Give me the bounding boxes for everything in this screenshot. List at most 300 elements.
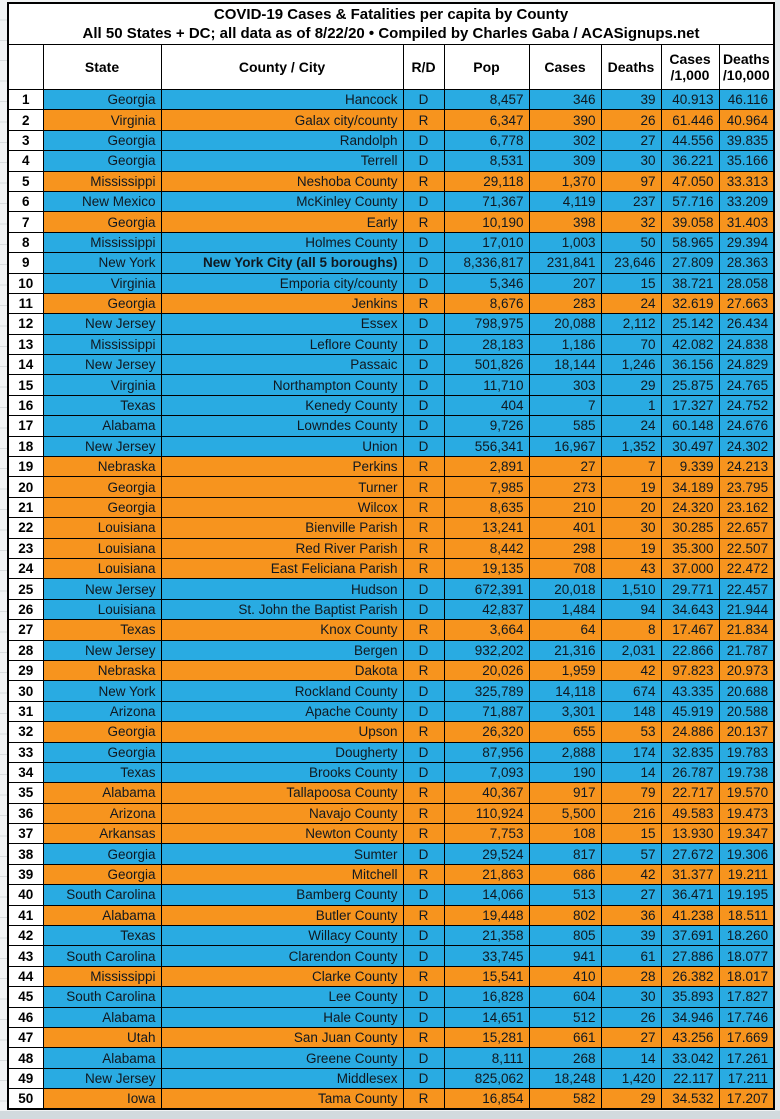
cell-deaths: 27 bbox=[601, 885, 661, 905]
cell-rank: 22 bbox=[8, 518, 43, 538]
cell-pop: 325,789 bbox=[444, 681, 529, 701]
cell-rd: D bbox=[403, 701, 444, 721]
cell-deaths-per-10000: 19.738 bbox=[719, 762, 774, 782]
table-row bbox=[8, 987, 774, 1007]
cell-deaths: 94 bbox=[601, 599, 661, 619]
cell-cases: 1,959 bbox=[529, 660, 601, 680]
cell-pop: 825,062 bbox=[444, 1068, 529, 1088]
cell-state: Alabama bbox=[43, 783, 161, 803]
table-subtitle: All 50 States + DC; all data as of 8/22/20 • Compiled by Charles Gaba / ACASignups.net bbox=[82, 25, 700, 42]
cell-pop: 2,891 bbox=[444, 457, 529, 477]
cell-rd: R bbox=[403, 497, 444, 517]
cell-pop: 7,093 bbox=[444, 762, 529, 782]
cell-state: Iowa bbox=[43, 1089, 161, 1110]
table-row bbox=[8, 457, 774, 477]
cell-deaths: 1,352 bbox=[601, 436, 661, 456]
cell-deaths-per-10000: 22.657 bbox=[719, 518, 774, 538]
cell-cases-per-1000: 32.619 bbox=[661, 293, 719, 313]
cell-cases: 708 bbox=[529, 558, 601, 578]
cell-county-city: Neshoba County bbox=[161, 171, 403, 191]
cell-state: New Jersey bbox=[43, 1068, 161, 1088]
cell-cases-per-1000: 34.532 bbox=[661, 1089, 719, 1110]
cell-deaths: 28 bbox=[601, 966, 661, 986]
cell-deaths-per-10000: 21.787 bbox=[719, 640, 774, 660]
cell-cases: 20,018 bbox=[529, 579, 601, 599]
cell-county-city: Knox County bbox=[161, 620, 403, 640]
cell-county-city: Passaic bbox=[161, 355, 403, 375]
cell-rank: 6 bbox=[8, 191, 43, 211]
cell-deaths-per-10000: 33.209 bbox=[719, 191, 774, 211]
cell-state: New Jersey bbox=[43, 436, 161, 456]
column-header-county-city: County / City bbox=[161, 45, 403, 90]
table-row bbox=[8, 538, 774, 558]
cell-rank: 8 bbox=[8, 232, 43, 252]
cell-pop: 110,924 bbox=[444, 803, 529, 823]
cell-deaths: 14 bbox=[601, 1048, 661, 1068]
cell-deaths-per-10000: 28.363 bbox=[719, 253, 774, 273]
cell-rd: D bbox=[403, 314, 444, 334]
cell-deaths: 32 bbox=[601, 212, 661, 232]
cell-county-city: New York City (all 5 boroughs) bbox=[161, 253, 403, 273]
cell-cases: 398 bbox=[529, 212, 601, 232]
cell-cases-per-1000: 36.471 bbox=[661, 885, 719, 905]
cell-pop: 10,190 bbox=[444, 212, 529, 232]
cell-rank: 11 bbox=[8, 293, 43, 313]
cell-deaths: 53 bbox=[601, 722, 661, 742]
cell-rank: 7 bbox=[8, 212, 43, 232]
cell-rank: 39 bbox=[8, 864, 43, 884]
cell-state: South Carolina bbox=[43, 885, 161, 905]
cell-cases-per-1000: 30.285 bbox=[661, 518, 719, 538]
cell-cases: 283 bbox=[529, 293, 601, 313]
cell-rank: 27 bbox=[8, 620, 43, 640]
cell-deaths: 14 bbox=[601, 762, 661, 782]
cell-county-city: Butler County bbox=[161, 905, 403, 925]
cell-rd: R bbox=[403, 518, 444, 538]
table-row bbox=[8, 253, 774, 273]
cell-cases: 1,186 bbox=[529, 334, 601, 354]
cell-rd: R bbox=[403, 212, 444, 232]
table-row bbox=[8, 824, 774, 844]
cell-deaths-per-10000: 23.795 bbox=[719, 477, 774, 497]
cell-rd: R bbox=[403, 783, 444, 803]
cell-rank: 49 bbox=[8, 1068, 43, 1088]
cell-deaths: 2,112 bbox=[601, 314, 661, 334]
cell-cases-per-1000: 27.809 bbox=[661, 253, 719, 273]
cell-cases-per-1000: 36.156 bbox=[661, 355, 719, 375]
cell-cases-per-1000: 37.691 bbox=[661, 926, 719, 946]
cell-rd: D bbox=[403, 191, 444, 211]
cell-deaths: 26 bbox=[601, 1007, 661, 1027]
table-row bbox=[8, 212, 774, 232]
cell-deaths-per-10000: 17.211 bbox=[719, 1068, 774, 1088]
cell-rank: 50 bbox=[8, 1089, 43, 1110]
cell-deaths-per-10000: 29.394 bbox=[719, 232, 774, 252]
cell-pop: 8,336,817 bbox=[444, 253, 529, 273]
cell-deaths-per-10000: 35.166 bbox=[719, 151, 774, 171]
cell-rank: 48 bbox=[8, 1048, 43, 1068]
cell-pop: 16,828 bbox=[444, 987, 529, 1007]
cell-county-city: Northampton County bbox=[161, 375, 403, 395]
cell-county-city: Randolph bbox=[161, 130, 403, 150]
cell-state: Texas bbox=[43, 926, 161, 946]
table-row bbox=[8, 742, 774, 762]
cell-cases: 18,144 bbox=[529, 355, 601, 375]
cell-pop: 7,985 bbox=[444, 477, 529, 497]
cell-pop: 19,448 bbox=[444, 905, 529, 925]
cell-deaths: 237 bbox=[601, 191, 661, 211]
cell-rd: D bbox=[403, 579, 444, 599]
cell-deaths-per-10000: 19.306 bbox=[719, 844, 774, 864]
table-row bbox=[8, 966, 774, 986]
cell-deaths: 79 bbox=[601, 783, 661, 803]
cell-state: Georgia bbox=[43, 293, 161, 313]
table-row bbox=[8, 497, 774, 517]
cell-county-city: Upson bbox=[161, 722, 403, 742]
cell-rank: 21 bbox=[8, 497, 43, 517]
cell-pop: 8,457 bbox=[444, 90, 529, 110]
cell-deaths-per-10000: 20.688 bbox=[719, 681, 774, 701]
table-row bbox=[8, 90, 774, 110]
cell-deaths: 148 bbox=[601, 701, 661, 721]
table-row bbox=[8, 579, 774, 599]
cell-deaths-per-10000: 17.746 bbox=[719, 1007, 774, 1027]
cell-deaths: 50 bbox=[601, 232, 661, 252]
cell-rd: R bbox=[403, 457, 444, 477]
cell-rank: 35 bbox=[8, 783, 43, 803]
cell-county-city: Galax city/county bbox=[161, 110, 403, 130]
cell-state: Louisiana bbox=[43, 518, 161, 538]
cell-county-city: Bergen bbox=[161, 640, 403, 660]
cell-cases: 390 bbox=[529, 110, 601, 130]
table-row bbox=[8, 946, 774, 966]
table-row bbox=[8, 1068, 774, 1088]
cell-pop: 798,975 bbox=[444, 314, 529, 334]
cell-deaths: 39 bbox=[601, 926, 661, 946]
cell-cases-per-1000: 25.142 bbox=[661, 314, 719, 334]
cell-rd: D bbox=[403, 273, 444, 293]
cell-deaths-per-10000: 24.302 bbox=[719, 436, 774, 456]
cell-rank: 14 bbox=[8, 355, 43, 375]
cell-county-city: Early bbox=[161, 212, 403, 232]
table-body bbox=[8, 90, 774, 1110]
cell-deaths: 19 bbox=[601, 538, 661, 558]
cell-county-city: Emporia city/county bbox=[161, 273, 403, 293]
cell-rd: D bbox=[403, 946, 444, 966]
cell-deaths-per-10000: 18.077 bbox=[719, 946, 774, 966]
cell-county-city: Middlesex bbox=[161, 1068, 403, 1088]
cell-cases: 3,301 bbox=[529, 701, 601, 721]
cell-pop: 15,281 bbox=[444, 1027, 529, 1047]
cell-state: Mississippi bbox=[43, 966, 161, 986]
cell-cases-per-1000: 30.497 bbox=[661, 436, 719, 456]
column-header-rd: R/D bbox=[403, 45, 444, 90]
cell-county-city: Clarke County bbox=[161, 966, 403, 986]
cell-rank: 40 bbox=[8, 885, 43, 905]
cell-cases: 108 bbox=[529, 824, 601, 844]
cell-rd: D bbox=[403, 1068, 444, 1088]
cell-rd: D bbox=[403, 681, 444, 701]
cell-county-city: Jenkins bbox=[161, 293, 403, 313]
cell-deaths: 30 bbox=[601, 987, 661, 1007]
cell-deaths: 216 bbox=[601, 803, 661, 823]
cell-cases: 686 bbox=[529, 864, 601, 884]
cell-rank: 5 bbox=[8, 171, 43, 191]
cell-deaths-per-10000: 24.765 bbox=[719, 375, 774, 395]
cell-rank: 17 bbox=[8, 416, 43, 436]
cell-rd: R bbox=[403, 905, 444, 925]
cell-deaths: 20 bbox=[601, 497, 661, 517]
cell-rank: 23 bbox=[8, 538, 43, 558]
table-row bbox=[8, 1027, 774, 1047]
cell-pop: 6,347 bbox=[444, 110, 529, 130]
cell-state: New Mexico bbox=[43, 191, 161, 211]
cell-deaths-per-10000: 31.403 bbox=[719, 212, 774, 232]
table-row bbox=[8, 314, 774, 334]
table-row bbox=[8, 640, 774, 660]
table-row bbox=[8, 477, 774, 497]
table-row bbox=[8, 191, 774, 211]
cell-deaths: 36 bbox=[601, 905, 661, 925]
cell-state: Georgia bbox=[43, 742, 161, 762]
column-header-pop: Pop bbox=[444, 45, 529, 90]
cell-county-city: Apache County bbox=[161, 701, 403, 721]
cell-pop: 14,066 bbox=[444, 885, 529, 905]
cell-pop: 8,635 bbox=[444, 497, 529, 517]
cell-rd: R bbox=[403, 171, 444, 191]
cell-cases: 21,316 bbox=[529, 640, 601, 660]
cell-deaths: 8 bbox=[601, 620, 661, 640]
cell-deaths: 1,510 bbox=[601, 579, 661, 599]
table-title-cell bbox=[8, 3, 774, 45]
cell-deaths: 15 bbox=[601, 824, 661, 844]
cell-deaths: 61 bbox=[601, 946, 661, 966]
table-row bbox=[8, 171, 774, 191]
cell-deaths-per-10000: 24.838 bbox=[719, 334, 774, 354]
cell-county-city: Tama County bbox=[161, 1089, 403, 1110]
cell-rd: D bbox=[403, 253, 444, 273]
cell-pop: 87,956 bbox=[444, 742, 529, 762]
cell-deaths: 24 bbox=[601, 416, 661, 436]
cell-pop: 5,346 bbox=[444, 273, 529, 293]
sheet-margin-bottom bbox=[0, 1111, 780, 1119]
cell-deaths-per-10000: 19.473 bbox=[719, 803, 774, 823]
cell-rank: 2 bbox=[8, 110, 43, 130]
cell-state: Virginia bbox=[43, 375, 161, 395]
cell-pop: 17,010 bbox=[444, 232, 529, 252]
cell-pop: 8,442 bbox=[444, 538, 529, 558]
cell-cases: 585 bbox=[529, 416, 601, 436]
cell-cases-per-1000: 17.327 bbox=[661, 395, 719, 415]
cell-rank: 15 bbox=[8, 375, 43, 395]
cell-rd: D bbox=[403, 1048, 444, 1068]
cell-rank: 31 bbox=[8, 701, 43, 721]
cell-rd: D bbox=[403, 762, 444, 782]
cell-county-city: Bamberg County bbox=[161, 885, 403, 905]
cell-cases-per-1000: 35.893 bbox=[661, 987, 719, 1007]
table-row bbox=[8, 232, 774, 252]
cell-state: Mississippi bbox=[43, 232, 161, 252]
cell-rd: R bbox=[403, 293, 444, 313]
table-row bbox=[8, 375, 774, 395]
table-row bbox=[8, 395, 774, 415]
cell-cases: 2,888 bbox=[529, 742, 601, 762]
cell-cases-per-1000: 33.042 bbox=[661, 1048, 719, 1068]
cell-pop: 556,341 bbox=[444, 436, 529, 456]
table-row bbox=[8, 701, 774, 721]
cell-cases: 7 bbox=[529, 395, 601, 415]
cell-deaths-per-10000: 22.472 bbox=[719, 558, 774, 578]
cell-rd: D bbox=[403, 151, 444, 171]
table-row bbox=[8, 273, 774, 293]
cell-state: New York bbox=[43, 253, 161, 273]
cell-rd: R bbox=[403, 477, 444, 497]
cell-deaths-per-10000: 27.663 bbox=[719, 293, 774, 313]
cell-rd: R bbox=[403, 660, 444, 680]
table-row bbox=[8, 783, 774, 803]
cell-pop: 8,111 bbox=[444, 1048, 529, 1068]
cell-state: Arizona bbox=[43, 701, 161, 721]
cell-cases-per-1000: 22.117 bbox=[661, 1068, 719, 1088]
cell-rd: R bbox=[403, 620, 444, 640]
cell-rank: 33 bbox=[8, 742, 43, 762]
cell-cases: 16,967 bbox=[529, 436, 601, 456]
cell-deaths: 674 bbox=[601, 681, 661, 701]
table-row bbox=[8, 151, 774, 171]
cell-state: Utah bbox=[43, 1027, 161, 1047]
cell-rank: 37 bbox=[8, 824, 43, 844]
cell-cases: 210 bbox=[529, 497, 601, 517]
cell-cases: 207 bbox=[529, 273, 601, 293]
cell-rank: 16 bbox=[8, 395, 43, 415]
cell-cases-per-1000: 34.189 bbox=[661, 477, 719, 497]
cell-rd: R bbox=[403, 722, 444, 742]
cell-deaths-per-10000: 18.260 bbox=[719, 926, 774, 946]
cell-deaths: 7 bbox=[601, 457, 661, 477]
cell-state: Virginia bbox=[43, 110, 161, 130]
cell-rank: 3 bbox=[8, 130, 43, 150]
column-header-deaths-per-10000: Deaths /10,000 bbox=[719, 45, 774, 90]
cell-rank: 43 bbox=[8, 946, 43, 966]
cell-cases-per-1000: 26.382 bbox=[661, 966, 719, 986]
cell-deaths-per-10000: 21.944 bbox=[719, 599, 774, 619]
cell-cases: 655 bbox=[529, 722, 601, 742]
table-row bbox=[8, 416, 774, 436]
cell-pop: 29,524 bbox=[444, 844, 529, 864]
cell-pop: 28,183 bbox=[444, 334, 529, 354]
cell-pop: 19,135 bbox=[444, 558, 529, 578]
cell-deaths-per-10000: 23.162 bbox=[719, 497, 774, 517]
cell-rd: D bbox=[403, 640, 444, 660]
cell-cases: 1,484 bbox=[529, 599, 601, 619]
cell-cases: 20,088 bbox=[529, 314, 601, 334]
cell-cases-per-1000: 35.300 bbox=[661, 538, 719, 558]
cell-county-city: McKinley County bbox=[161, 191, 403, 211]
cell-cases: 604 bbox=[529, 987, 601, 1007]
cell-county-city: Brooks County bbox=[161, 762, 403, 782]
cell-county-city: St. John the Baptist Parish bbox=[161, 599, 403, 619]
cell-cases-per-1000: 34.946 bbox=[661, 1007, 719, 1027]
cell-rank: 36 bbox=[8, 803, 43, 823]
cell-deaths-per-10000: 19.783 bbox=[719, 742, 774, 762]
cell-cases: 27 bbox=[529, 457, 601, 477]
cell-rd: D bbox=[403, 885, 444, 905]
cell-county-city: Union bbox=[161, 436, 403, 456]
cell-deaths: 1,246 bbox=[601, 355, 661, 375]
cell-state: Louisiana bbox=[43, 599, 161, 619]
cell-county-city: Rockland County bbox=[161, 681, 403, 701]
cell-cases: 309 bbox=[529, 151, 601, 171]
cell-cases-per-1000: 44.556 bbox=[661, 130, 719, 150]
cell-pop: 13,241 bbox=[444, 518, 529, 538]
cell-deaths: 24 bbox=[601, 293, 661, 313]
cell-county-city: Lowndes County bbox=[161, 416, 403, 436]
cell-cases: 941 bbox=[529, 946, 601, 966]
cell-rd: D bbox=[403, 742, 444, 762]
cell-state: Georgia bbox=[43, 212, 161, 232]
cell-deaths: 15 bbox=[601, 273, 661, 293]
cell-cases-per-1000: 22.717 bbox=[661, 783, 719, 803]
cell-state: Nebraska bbox=[43, 457, 161, 477]
cell-deaths: 42 bbox=[601, 864, 661, 884]
cell-state: New Jersey bbox=[43, 579, 161, 599]
cell-pop: 8,531 bbox=[444, 151, 529, 171]
cell-state: New York bbox=[43, 681, 161, 701]
cell-cases-per-1000: 13.930 bbox=[661, 824, 719, 844]
cell-deaths-per-10000: 17.207 bbox=[719, 1089, 774, 1110]
cell-cases: 18,248 bbox=[529, 1068, 601, 1088]
cell-state: Alabama bbox=[43, 905, 161, 925]
cell-cases: 346 bbox=[529, 90, 601, 110]
cell-rd: R bbox=[403, 110, 444, 130]
cell-cases-per-1000: 61.446 bbox=[661, 110, 719, 130]
cell-cases: 805 bbox=[529, 926, 601, 946]
cell-rd: D bbox=[403, 599, 444, 619]
cell-state: Texas bbox=[43, 762, 161, 782]
cell-state: Georgia bbox=[43, 497, 161, 517]
cell-deaths-per-10000: 24.213 bbox=[719, 457, 774, 477]
cell-deaths-per-10000: 20.588 bbox=[719, 701, 774, 721]
cell-rd: D bbox=[403, 436, 444, 456]
cell-cases: 273 bbox=[529, 477, 601, 497]
table-row bbox=[8, 620, 774, 640]
table-row bbox=[8, 722, 774, 742]
cell-rank: 1 bbox=[8, 90, 43, 110]
cell-deaths: 19 bbox=[601, 477, 661, 497]
cell-county-city: Essex bbox=[161, 314, 403, 334]
cell-cases-per-1000: 25.875 bbox=[661, 375, 719, 395]
cell-rank: 44 bbox=[8, 966, 43, 986]
cell-state: Arkansas bbox=[43, 824, 161, 844]
cell-rank: 4 bbox=[8, 151, 43, 171]
table-row bbox=[8, 1048, 774, 1068]
cell-deaths-per-10000: 24.752 bbox=[719, 395, 774, 415]
cell-state: Mississippi bbox=[43, 334, 161, 354]
cell-rd: R bbox=[403, 803, 444, 823]
cell-cases: 231,841 bbox=[529, 253, 601, 273]
cell-state: Alabama bbox=[43, 416, 161, 436]
cell-deaths-per-10000: 20.137 bbox=[719, 722, 774, 742]
cell-rd: R bbox=[403, 1089, 444, 1110]
title-row bbox=[8, 3, 774, 45]
cell-county-city: Clarendon County bbox=[161, 946, 403, 966]
cell-pop: 9,726 bbox=[444, 416, 529, 436]
cell-rd: R bbox=[403, 1027, 444, 1047]
cell-rd: D bbox=[403, 1007, 444, 1027]
cell-deaths: 27 bbox=[601, 1027, 661, 1047]
cell-pop: 672,391 bbox=[444, 579, 529, 599]
column-header-deaths: Deaths bbox=[601, 45, 661, 90]
